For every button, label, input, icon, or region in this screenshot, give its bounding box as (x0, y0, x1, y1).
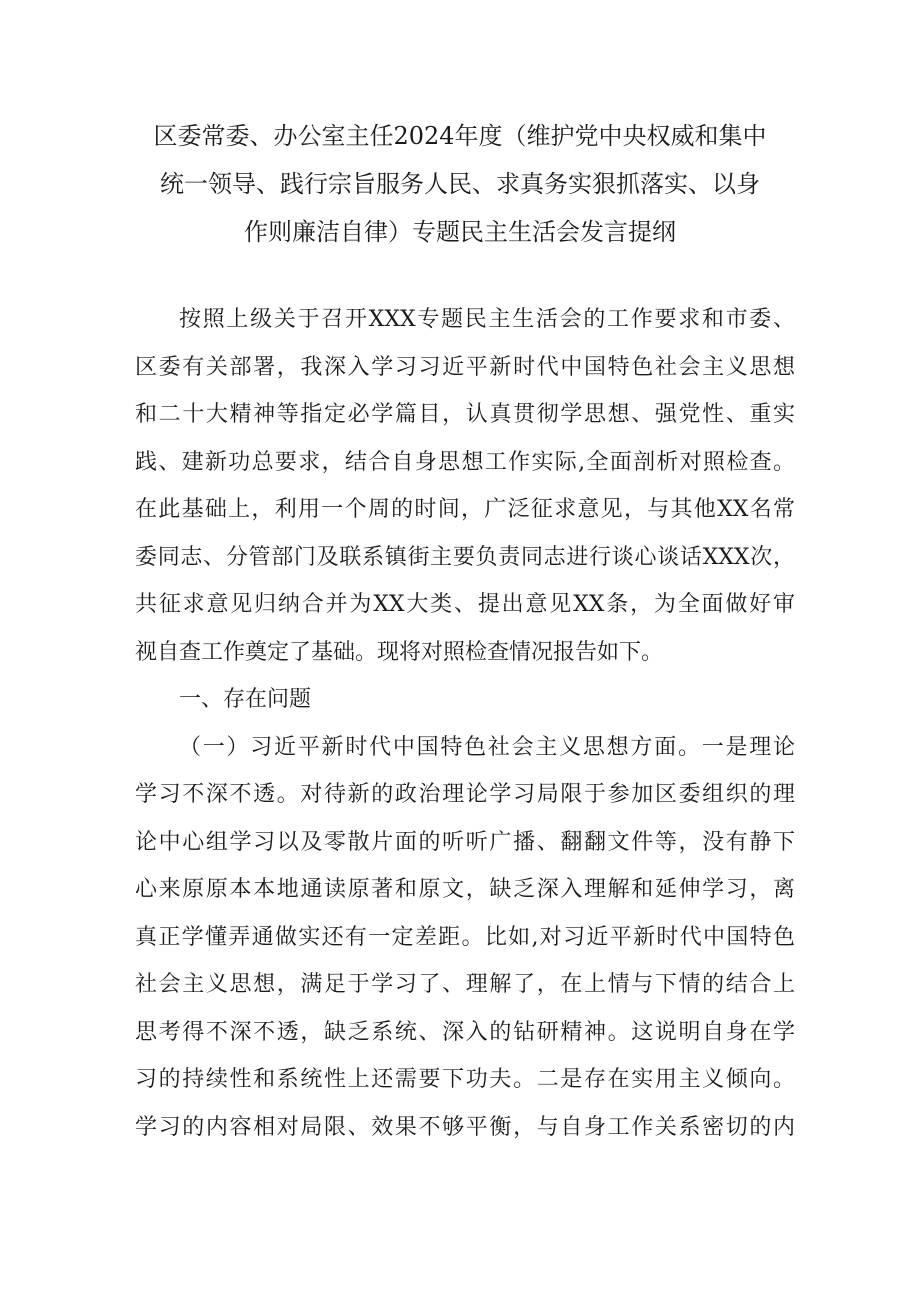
intro-paragraph-line: 践、建新功总要求，结合自身思想工作实际,全面剖析对照检查。 (135, 449, 795, 475)
subsection-paragraph-line: 社会主义思想，满足于学习了、理解了，在上情与下情的结合上 (135, 972, 795, 997)
intro-paragraph-line: 共征求意见归纳合并为XX大类、提出意见XX条，为全面做好审 (135, 592, 795, 617)
intro-paragraph-line: 按照上级关于召开XXX专题民主生活会的工作要求和市委、 (179, 307, 795, 332)
intro-paragraph-line: 视自查工作奠定了基础。现将对照检查情况报告如下。 (135, 639, 664, 665)
title-line-3: 作则廉洁自律）专题民主生活会发言提纲 (244, 218, 676, 246)
document-body (135, 296, 795, 1151)
intro-paragraph-line: 区委有关部署，我深入学习习近平新时代中国特色社会主义思想 (135, 354, 795, 380)
intro-paragraph-line: 委同志、分管部门及联系镇街主要负责同志进行谈心谈话XXX次， (135, 544, 795, 570)
subsection-paragraph-line: 心来原原本本地通读原著和原文，缺乏深入理解和延伸学习，离 (135, 877, 795, 902)
subsection-paragraph-line: 学习不深不透。对待新的政治理论学习局限于参加区委组织的理 (135, 782, 795, 807)
subsection-paragraph-line: 习的持续性和系统性上还需要下功夫。二是存在实用主义倾向。 (135, 1067, 795, 1092)
subsection-paragraph-line: 思考得不深不透，缺乏系统、深入的钻研精神。这说明自身在学 (135, 1019, 795, 1045)
subsection-paragraph-line: 论中心组学习以及零散片面的听听广播、翻翻文件等，没有静下 (135, 829, 795, 855)
subsection-paragraph-line: （一）习近平新时代中国特色社会主义思想方面。一是理论 (179, 734, 795, 760)
intro-paragraph-line: 和二十大精神等指定必学篇目，认真贯彻学思想、强党性、重实 (135, 402, 795, 427)
intro-paragraph-line: 在此基础上，利用一个周的时间，广泛征求意见，与其他XX名常 (135, 497, 795, 522)
title-line-2: 统一领导、践行宗旨服务人民、求真务实狠抓落实、以身 (160, 170, 760, 198)
title-line-1: 区委常委、办公室主任2024年度（维护党中央权威和集中 (153, 122, 767, 150)
subsection-paragraph-line: 学习的内容相对局限、效果不够平衡，与自身工作关系密切的内 (135, 1114, 795, 1140)
subsection-paragraph-line: 真正学懂弄通做实还有一定差距。比如,对习近平新时代中国特色 (135, 924, 795, 950)
section-heading: 一、存在问题 (179, 687, 312, 712)
document-title (100, 112, 820, 256)
